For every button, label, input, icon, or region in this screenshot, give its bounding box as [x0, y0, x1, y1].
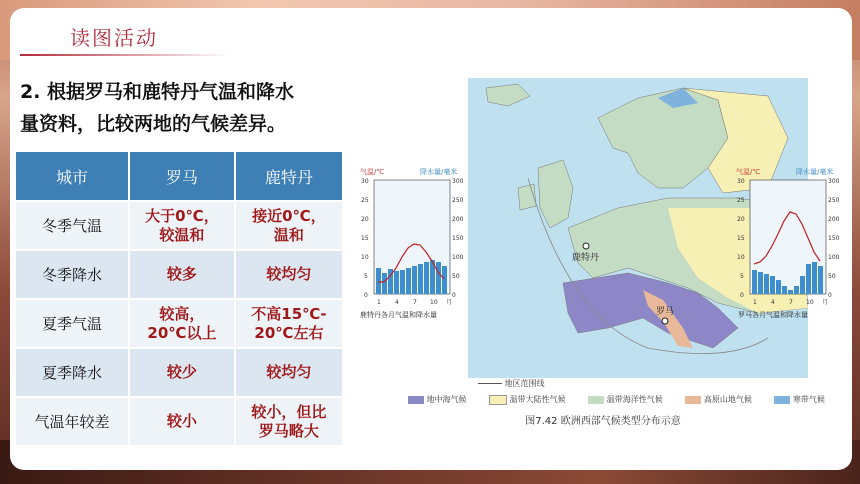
ireland-shape — [518, 184, 536, 210]
section-title: 读图活动 — [70, 26, 158, 50]
svg-text:200: 200 — [828, 216, 840, 223]
svg-text:20: 20 — [737, 216, 745, 223]
legend-swatch-icon — [588, 396, 604, 404]
legend-label: 温带海洋性气候 — [606, 395, 663, 404]
svg-text:20: 20 — [361, 216, 369, 223]
svg-text:15: 15 — [737, 235, 745, 242]
svg-text:4: 4 — [395, 299, 399, 306]
svg-text:1: 1 — [377, 299, 381, 306]
rome-cell: 较少 — [129, 348, 235, 397]
question-text — [20, 76, 350, 140]
svg-text:250: 250 — [828, 197, 840, 204]
legend-swatch-icon — [489, 395, 507, 405]
row-label: 夏季降水 — [15, 348, 129, 397]
title-underline — [20, 54, 230, 56]
rotterdam-climate-chart — [358, 166, 468, 326]
svg-text:100: 100 — [828, 254, 840, 261]
rotterdam-cell: 较均匀 — [235, 348, 343, 397]
left-x-ticks — [377, 298, 452, 306]
legend-swatch-icon — [408, 396, 424, 404]
row-label: 夏季气温 — [15, 299, 129, 348]
row-label: 冬季降水 — [15, 250, 129, 299]
rotterdam-marker — [583, 243, 589, 249]
rome-cell: 较小 — [129, 397, 235, 446]
comparison-table — [14, 150, 344, 447]
header-city: 城市 — [15, 151, 129, 201]
svg-text:10: 10 — [737, 254, 745, 261]
legend-label: 地中海气候 — [426, 395, 467, 404]
svg-text:0: 0 — [828, 292, 832, 299]
svg-text:30: 30 — [737, 178, 745, 185]
svg-text:150: 150 — [828, 235, 840, 242]
rome-label: 罗马 — [656, 307, 675, 317]
svg-text:7: 7 — [413, 299, 417, 306]
table-row — [15, 201, 343, 250]
legend-swatch-icon — [774, 396, 790, 404]
prec-axis-label: 降水量/毫米 — [796, 168, 834, 176]
svg-text:50: 50 — [828, 273, 836, 280]
table-row — [15, 250, 343, 299]
table-row — [15, 299, 343, 348]
table-row — [15, 348, 343, 397]
svg-text:200: 200 — [452, 216, 464, 223]
left-temp-ticks — [361, 178, 369, 299]
svg-text:月: 月 — [446, 299, 453, 306]
svg-text:月: 月 — [822, 299, 829, 306]
question-line-1: 2. 根据罗马和鹿特丹气温和降水 — [20, 81, 295, 103]
table-header-row — [15, 151, 343, 201]
svg-text:5: 5 — [740, 273, 744, 280]
svg-text:0: 0 — [740, 292, 744, 299]
rotterdam-cell: 较均匀 — [235, 250, 343, 299]
left-prec-ticks — [452, 178, 464, 299]
svg-text:100: 100 — [452, 254, 464, 261]
header-rotterdam: 鹿特丹 — [235, 151, 343, 201]
svg-text:10: 10 — [806, 299, 814, 306]
right-x-ticks — [753, 298, 828, 306]
legend-label: 温带大陆性气候 — [509, 395, 566, 404]
svg-text:150: 150 — [452, 235, 464, 242]
rotterdam-label: 鹿特丹 — [572, 253, 600, 263]
rome-cell: 较高， 20℃以上 — [129, 299, 235, 348]
svg-text:15: 15 — [361, 235, 369, 242]
boundary-legend-label: 地区范围线 — [504, 379, 545, 388]
legend-swatch-icon — [685, 396, 701, 404]
climate-legend — [408, 394, 825, 405]
right-temp-ticks — [737, 178, 745, 299]
legend-label: 高原山地气候 — [703, 395, 752, 404]
rotterdam-cell: 较小，但比 罗马略大 — [235, 397, 343, 446]
prec-axis-label: 降水量/毫米 — [420, 168, 458, 176]
climate-figure — [358, 78, 848, 434]
figure-caption: 图7.42 欧洲西部气候类型分布示意 — [525, 416, 681, 427]
rome-climate-chart — [734, 166, 844, 326]
svg-text:25: 25 — [737, 197, 745, 204]
svg-text:0: 0 — [364, 292, 368, 299]
svg-text:10: 10 — [430, 299, 438, 306]
svg-text:5: 5 — [364, 273, 368, 280]
svg-text:25: 25 — [361, 197, 369, 204]
legend-label: 寒带气候 — [792, 395, 825, 404]
right-prec-ticks — [828, 178, 840, 299]
svg-text:300: 300 — [452, 178, 464, 185]
svg-text:0: 0 — [452, 292, 456, 299]
rome-cell: 较多 — [129, 250, 235, 299]
svg-text:10: 10 — [361, 254, 369, 261]
svg-text:30: 30 — [361, 178, 369, 185]
row-label: 冬季气温 — [15, 201, 129, 250]
header-rome: 罗马 — [129, 151, 235, 201]
question-line-2: 量资料，比较两地的气候差异。 — [20, 113, 287, 135]
svg-text:300: 300 — [828, 178, 840, 185]
temp-axis-label: 气温/℃ — [736, 168, 761, 176]
svg-text:250: 250 — [452, 197, 464, 204]
svg-text:50: 50 — [452, 273, 460, 280]
svg-text:4: 4 — [771, 299, 775, 306]
temp-axis-label: 气温/℃ — [360, 168, 385, 176]
svg-text:1: 1 — [753, 299, 757, 306]
left-chart-caption: 鹿特丹各月气温和降水量 — [360, 311, 437, 319]
right-chart-caption: 罗马各月气温和降水量 — [738, 311, 808, 319]
rotterdam-cell: 接近0℃， 温和 — [235, 201, 343, 250]
boundary-legend — [478, 378, 545, 389]
svg-text:7: 7 — [789, 299, 793, 306]
rotterdam-cell: 不高15℃- 20℃左右 — [235, 299, 343, 348]
boundary-line-icon — [478, 383, 502, 384]
table-row — [15, 397, 343, 446]
rome-cell: 大于0℃， 较温和 — [129, 201, 235, 250]
rome-marker — [662, 318, 668, 324]
row-label: 气温年较差 — [15, 397, 129, 446]
